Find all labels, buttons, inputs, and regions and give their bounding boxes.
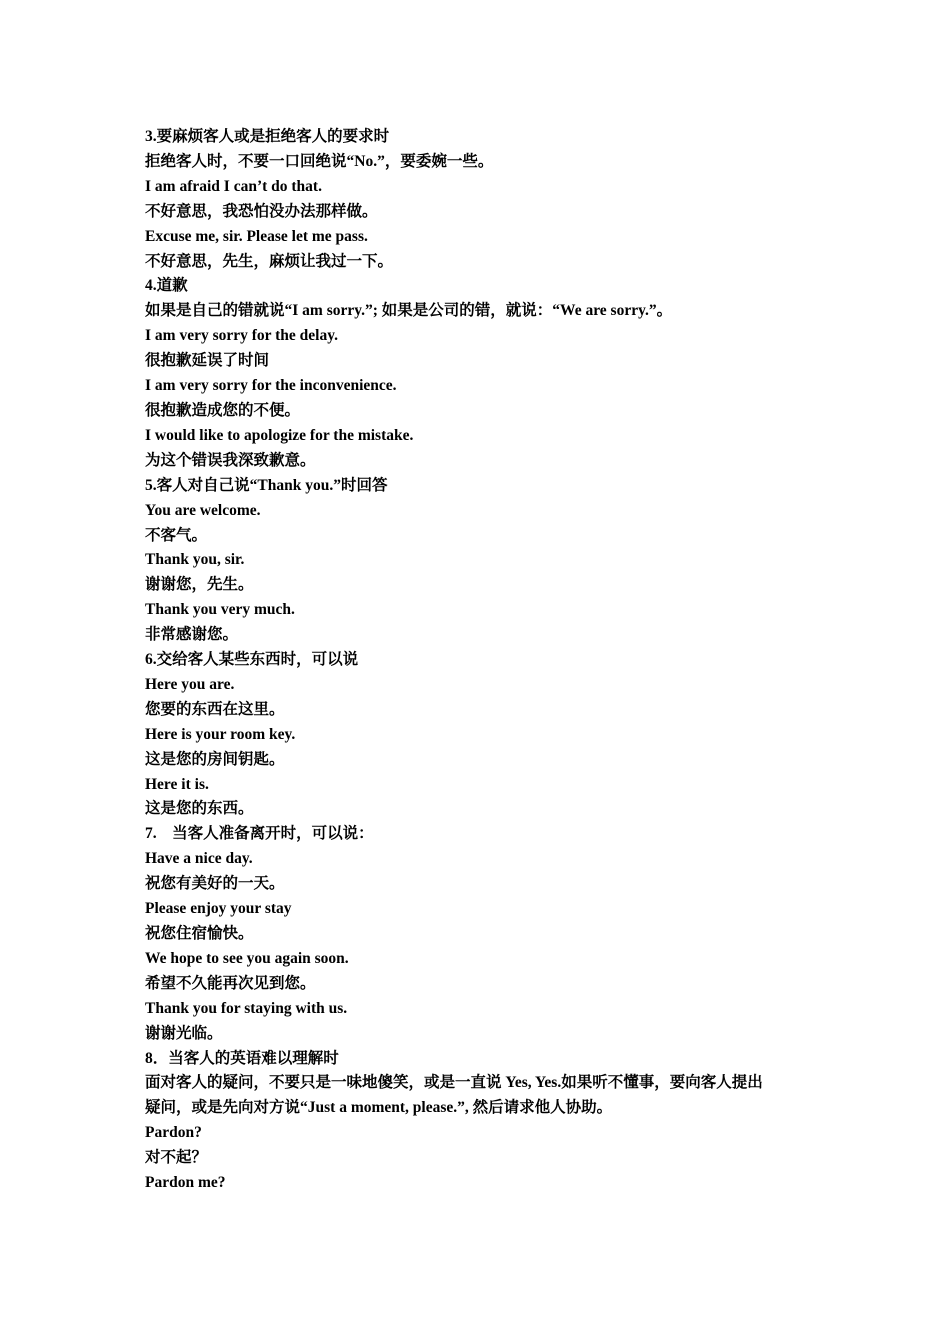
english-phrase: Thank you for staying with us. xyxy=(145,999,348,1017)
english-phrase: You are welcome. xyxy=(145,501,261,519)
english-phrase: Have a nice day. xyxy=(145,850,253,868)
english-phrase: We hope to see you again soon. xyxy=(145,949,349,967)
chinese-translation: 不好意思，我恐怕没办法那样做。 xyxy=(145,202,378,220)
english-phrase: I would like to apologize for the mistake. xyxy=(145,426,414,444)
chinese-translation: 很抱歉延误了时间 xyxy=(145,352,270,370)
chinese-translation: 这是您的房间钥匙。 xyxy=(145,750,285,768)
section-heading-7: 7. 当客人准备离开时，可以说： xyxy=(145,825,374,843)
chinese-translation: 这是您的东西。 xyxy=(145,800,254,818)
chinese-translation: 希望不久能再次见到您。 xyxy=(145,974,316,992)
chinese-translation: 非常感谢您。 xyxy=(145,626,239,644)
text-line: 如果是自己的错就说“I am sorry.”; 如果是公司的错，就说：“We are sorry.”。 xyxy=(145,302,673,320)
chinese-translation: 很抱歉造成您的不便。 xyxy=(145,401,301,419)
english-phrase: I am very sorry for the delay. xyxy=(145,327,338,345)
chinese-translation: 对不起？ xyxy=(145,1149,208,1167)
english-phrase: Here is your room key. xyxy=(145,725,296,743)
chinese-translation: 不好意思，先生，麻烦让我过一下。 xyxy=(145,252,394,270)
english-phrase: Thank you, sir. xyxy=(145,551,245,569)
chinese-translation: 为这个错误我深致歉意。 xyxy=(145,451,316,469)
english-phrase: Here you are. xyxy=(145,675,235,693)
section-heading-5: 5.客人对自己说“Thank you.”时回答 xyxy=(145,476,388,494)
section-heading-4: 4.道歉 xyxy=(145,277,188,295)
english-phrase: Excuse me, sir. Please let me pass. xyxy=(145,227,368,245)
english-phrase: I am afraid I can’t do that. xyxy=(145,177,322,195)
section-heading-3: 3.要麻烦客人或是拒绝客人的要求时 xyxy=(145,128,390,145)
document-body xyxy=(145,125,825,1196)
english-phrase: Please enjoy your stay xyxy=(145,900,292,918)
english-phrase: Pardon me? xyxy=(145,1174,226,1192)
section-heading-8: 8．当客人的英语难以理解时 xyxy=(145,1049,339,1067)
chinese-translation: 谢谢您，先生。 xyxy=(145,576,254,594)
chinese-translation: 祝您住宿愉快。 xyxy=(145,925,254,942)
english-phrase: Pardon? xyxy=(145,1124,202,1142)
chinese-translation: 不客气。 xyxy=(145,526,208,544)
english-phrase: Thank you very much. xyxy=(145,601,295,619)
text-line: 拒绝客人时，不要一口回绝说“No.”，要委婉一些。 xyxy=(145,152,494,170)
english-phrase: I am very sorry for the inconvenience. xyxy=(145,377,397,395)
chinese-translation: 祝您有美好的一天。 xyxy=(145,875,285,893)
section-heading-6: 6.交给客人某些东西时，可以说 xyxy=(145,651,359,669)
chinese-translation: 谢谢光临。 xyxy=(145,1024,223,1042)
text-line: 面对客人的疑问，不要只是一味地傻笑，或是一直说 Yes, Yes.如果听不懂事，要向客人提出 xyxy=(145,1074,763,1092)
chinese-translation: 您要的东西在这里。 xyxy=(145,700,285,718)
english-phrase: Here it is. xyxy=(145,775,209,793)
text-line: 疑问，或是先向对方说“Just a moment, please.”, 然后请求他人协助。 xyxy=(145,1099,613,1117)
